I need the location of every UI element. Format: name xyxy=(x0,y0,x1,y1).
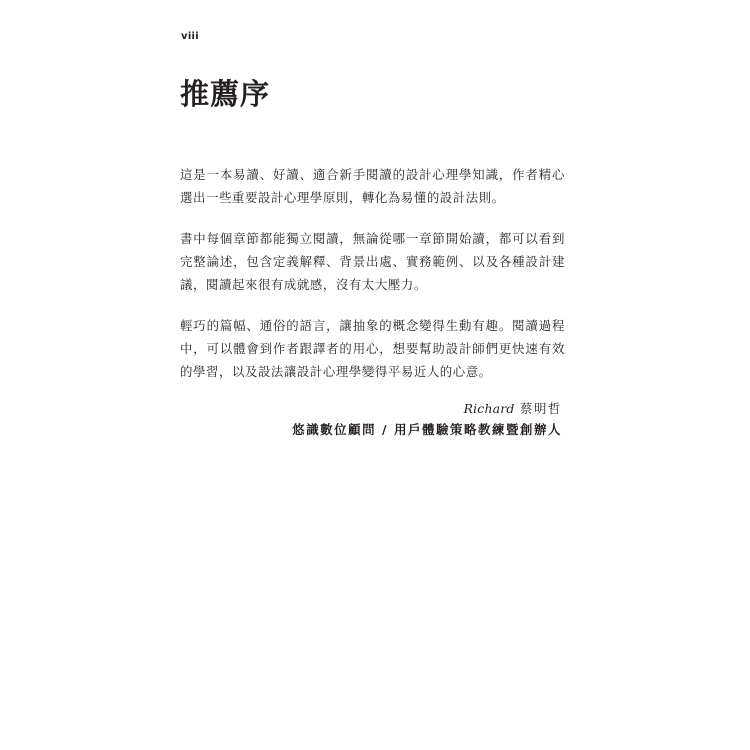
signature-name-latin: Richard xyxy=(463,401,515,416)
signature-name-cjk: 蔡明哲 xyxy=(520,401,562,416)
page-title: 推薦序 xyxy=(180,77,271,111)
paragraph-1: 這是一本易讀、好讀、適合新手閱讀的設計心理學知識，作者精心選出一些重要設計心理學原則，轉化為易懂的設計法則。 xyxy=(180,167,565,205)
body-text xyxy=(180,163,565,401)
signature-name xyxy=(292,399,562,419)
paragraph-2: 書中每個章節都能獨立閱讀，無論從哪一章節開始讀，都可以看到完整論述，包含定義解釋、背景出處、實務範例、以及各種設計建議，閱讀起來很有成就感，沒有太大壓力。 xyxy=(180,231,565,292)
signature-title: 悠識數位顧問 / 用戶體驗策略教練暨創辦人 xyxy=(292,422,562,437)
page-number: viii xyxy=(181,31,200,42)
paragraph-3: 輕巧的篇幅、通俗的語言，讓抽象的概念變得生動有趣。閱讀過程中，可以體會到作者跟譯者的用心，想要幫助設計師們更快速有效的學習，以及設法讓設計心理學變得平易近人的心意。 xyxy=(180,318,565,379)
signature-block xyxy=(292,399,562,440)
